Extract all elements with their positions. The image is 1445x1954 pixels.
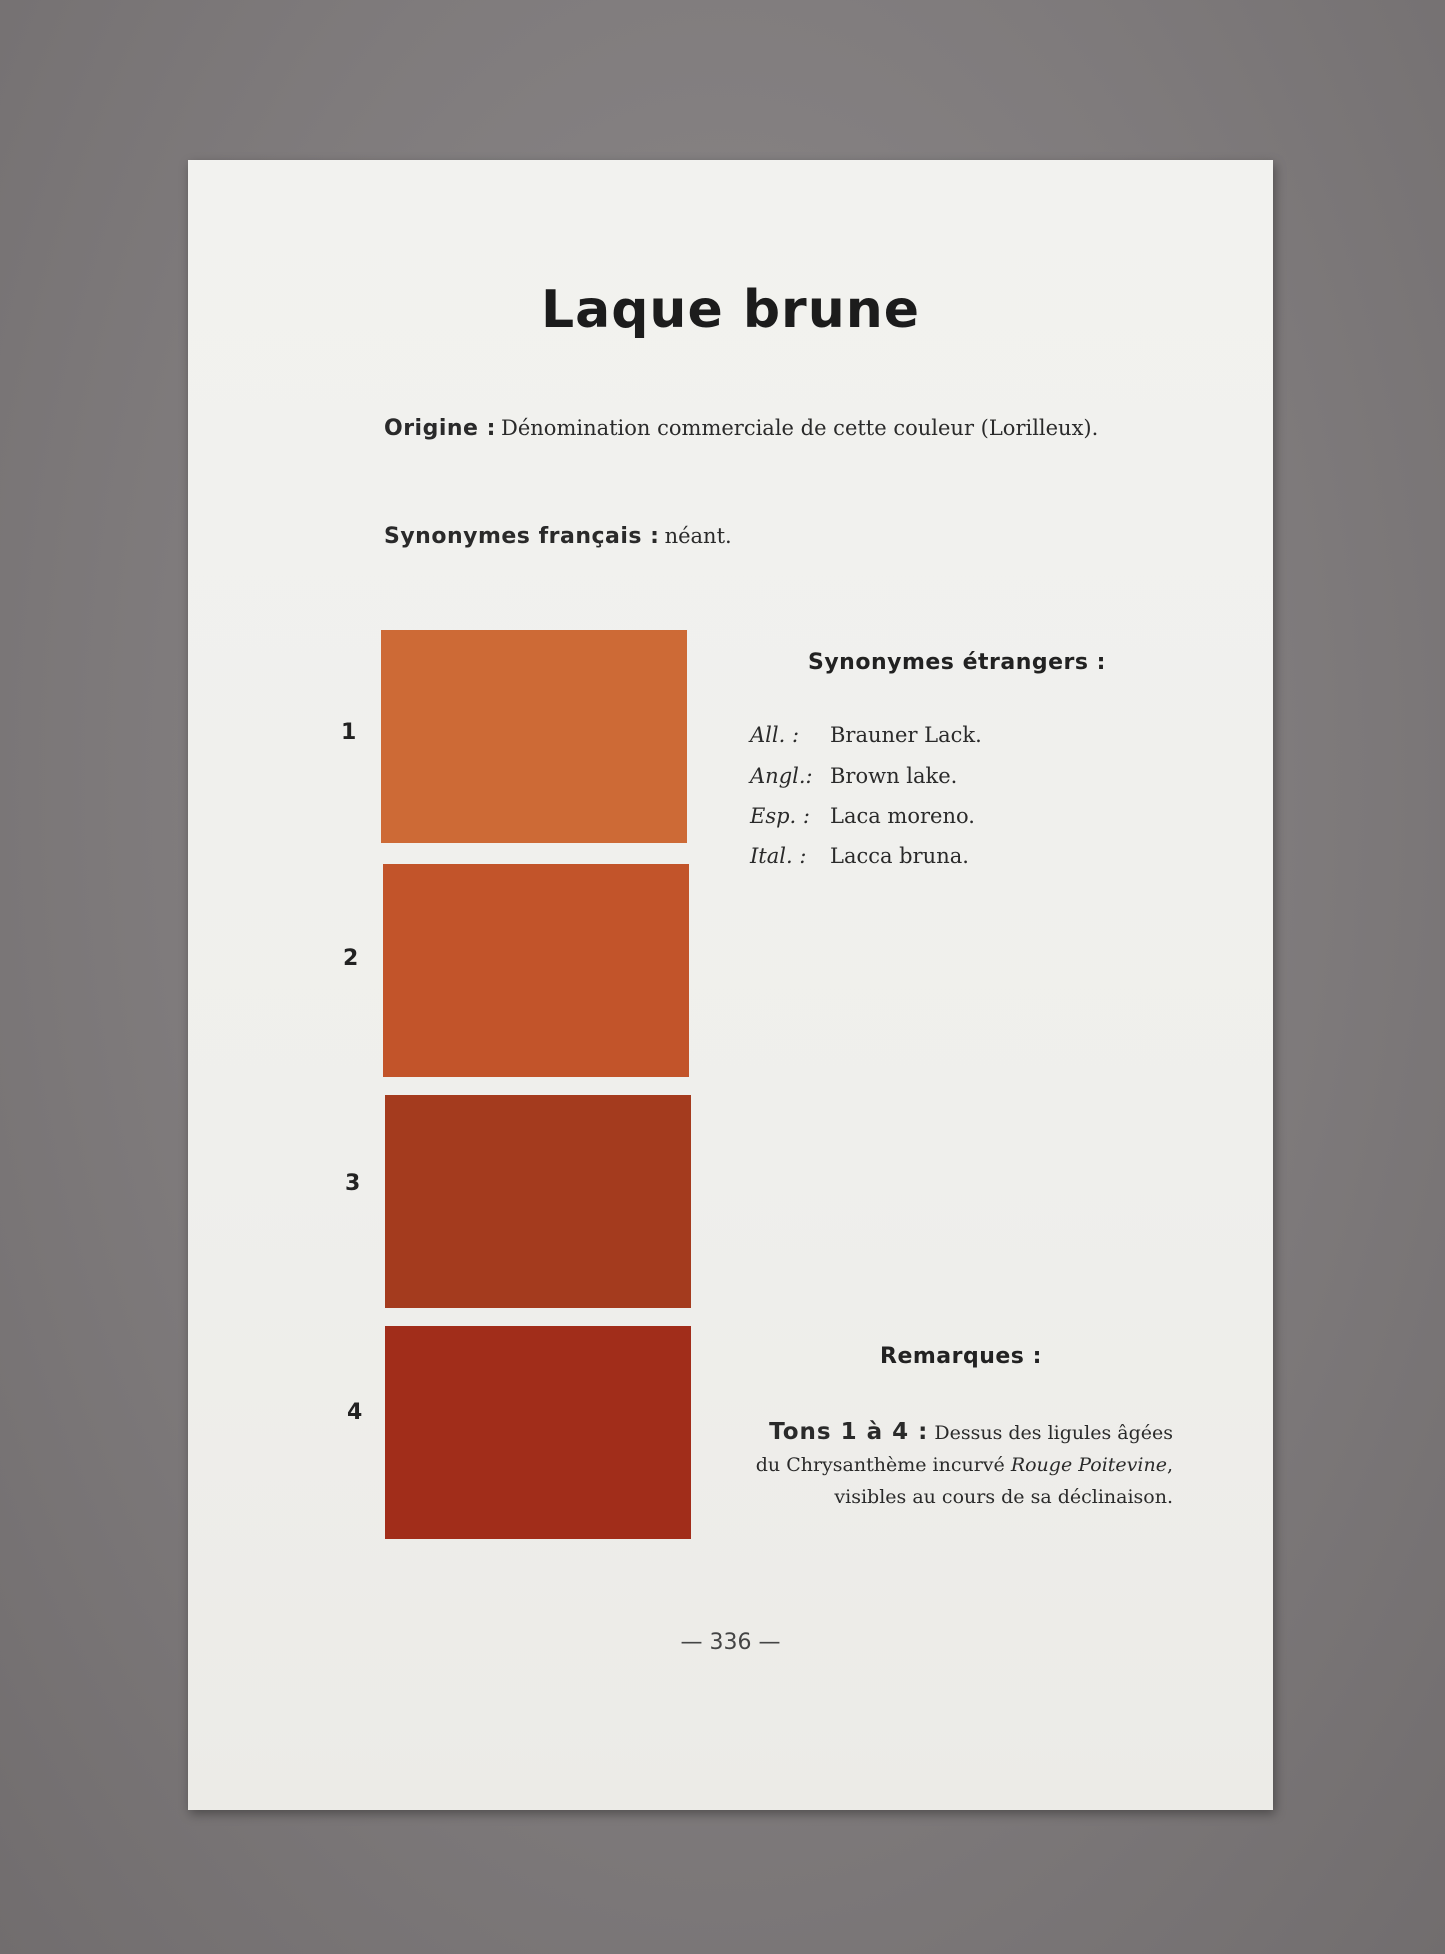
remarque-text-2: , visibles au cours de sa déclinaison. <box>834 1454 1173 1508</box>
variety-name: Rouge Poitevine <box>1010 1454 1167 1476</box>
swatch-number-3: 3 <box>345 1171 361 1196</box>
origine-label: Origine : <box>384 416 496 441</box>
origine-line <box>384 416 1098 441</box>
color-swatch-1 <box>381 630 687 843</box>
remarques-text <box>753 1416 1173 1513</box>
swatch-number-2: 2 <box>343 946 359 971</box>
swatch-number-1: 1 <box>341 720 357 745</box>
page-number: — 336 — <box>680 1630 781 1655</box>
synonym-item <box>750 723 982 747</box>
synonym-item <box>750 804 975 828</box>
color-swatch-2 <box>383 864 689 1077</box>
synonym-text: Lacca bruna. <box>830 844 969 868</box>
synonym-language: All. : <box>750 723 800 747</box>
synonym-text: Brauner Lack. <box>830 723 982 747</box>
remarques-heading: Remarques : <box>880 1344 1042 1369</box>
color-swatch-3 <box>385 1095 691 1308</box>
synonym-item <box>750 844 969 868</box>
synonymes-etrangers-heading: Synonymes étrangers : <box>808 650 1106 675</box>
synonym-language: Ital. : <box>750 844 807 868</box>
synonymes-francais-label: Synonymes français : <box>384 524 660 549</box>
page-title: Laque brune <box>540 280 920 340</box>
tons-label: Tons 1 à 4 : <box>769 1419 929 1445</box>
synonymes-francais-text: néant. <box>664 524 732 548</box>
synonymes-francais-line <box>384 524 732 549</box>
synonym-language: Esp. : <box>750 804 810 828</box>
color-swatch-4 <box>385 1326 691 1539</box>
synonym-item <box>750 764 957 788</box>
synonym-language: Angl.: <box>750 764 813 788</box>
document-page <box>188 160 1273 1810</box>
remarque-text-1: Dessus des ligules âgées du Chrysanthème incurvé <box>755 1422 1173 1476</box>
synonym-text: Laca moreno. <box>830 804 975 828</box>
origine-text: Dénomination commerciale de cette couleur (Lorilleux). <box>501 416 1099 440</box>
synonym-text: Brown lake. <box>830 764 958 788</box>
swatch-number-4: 4 <box>347 1400 363 1425</box>
